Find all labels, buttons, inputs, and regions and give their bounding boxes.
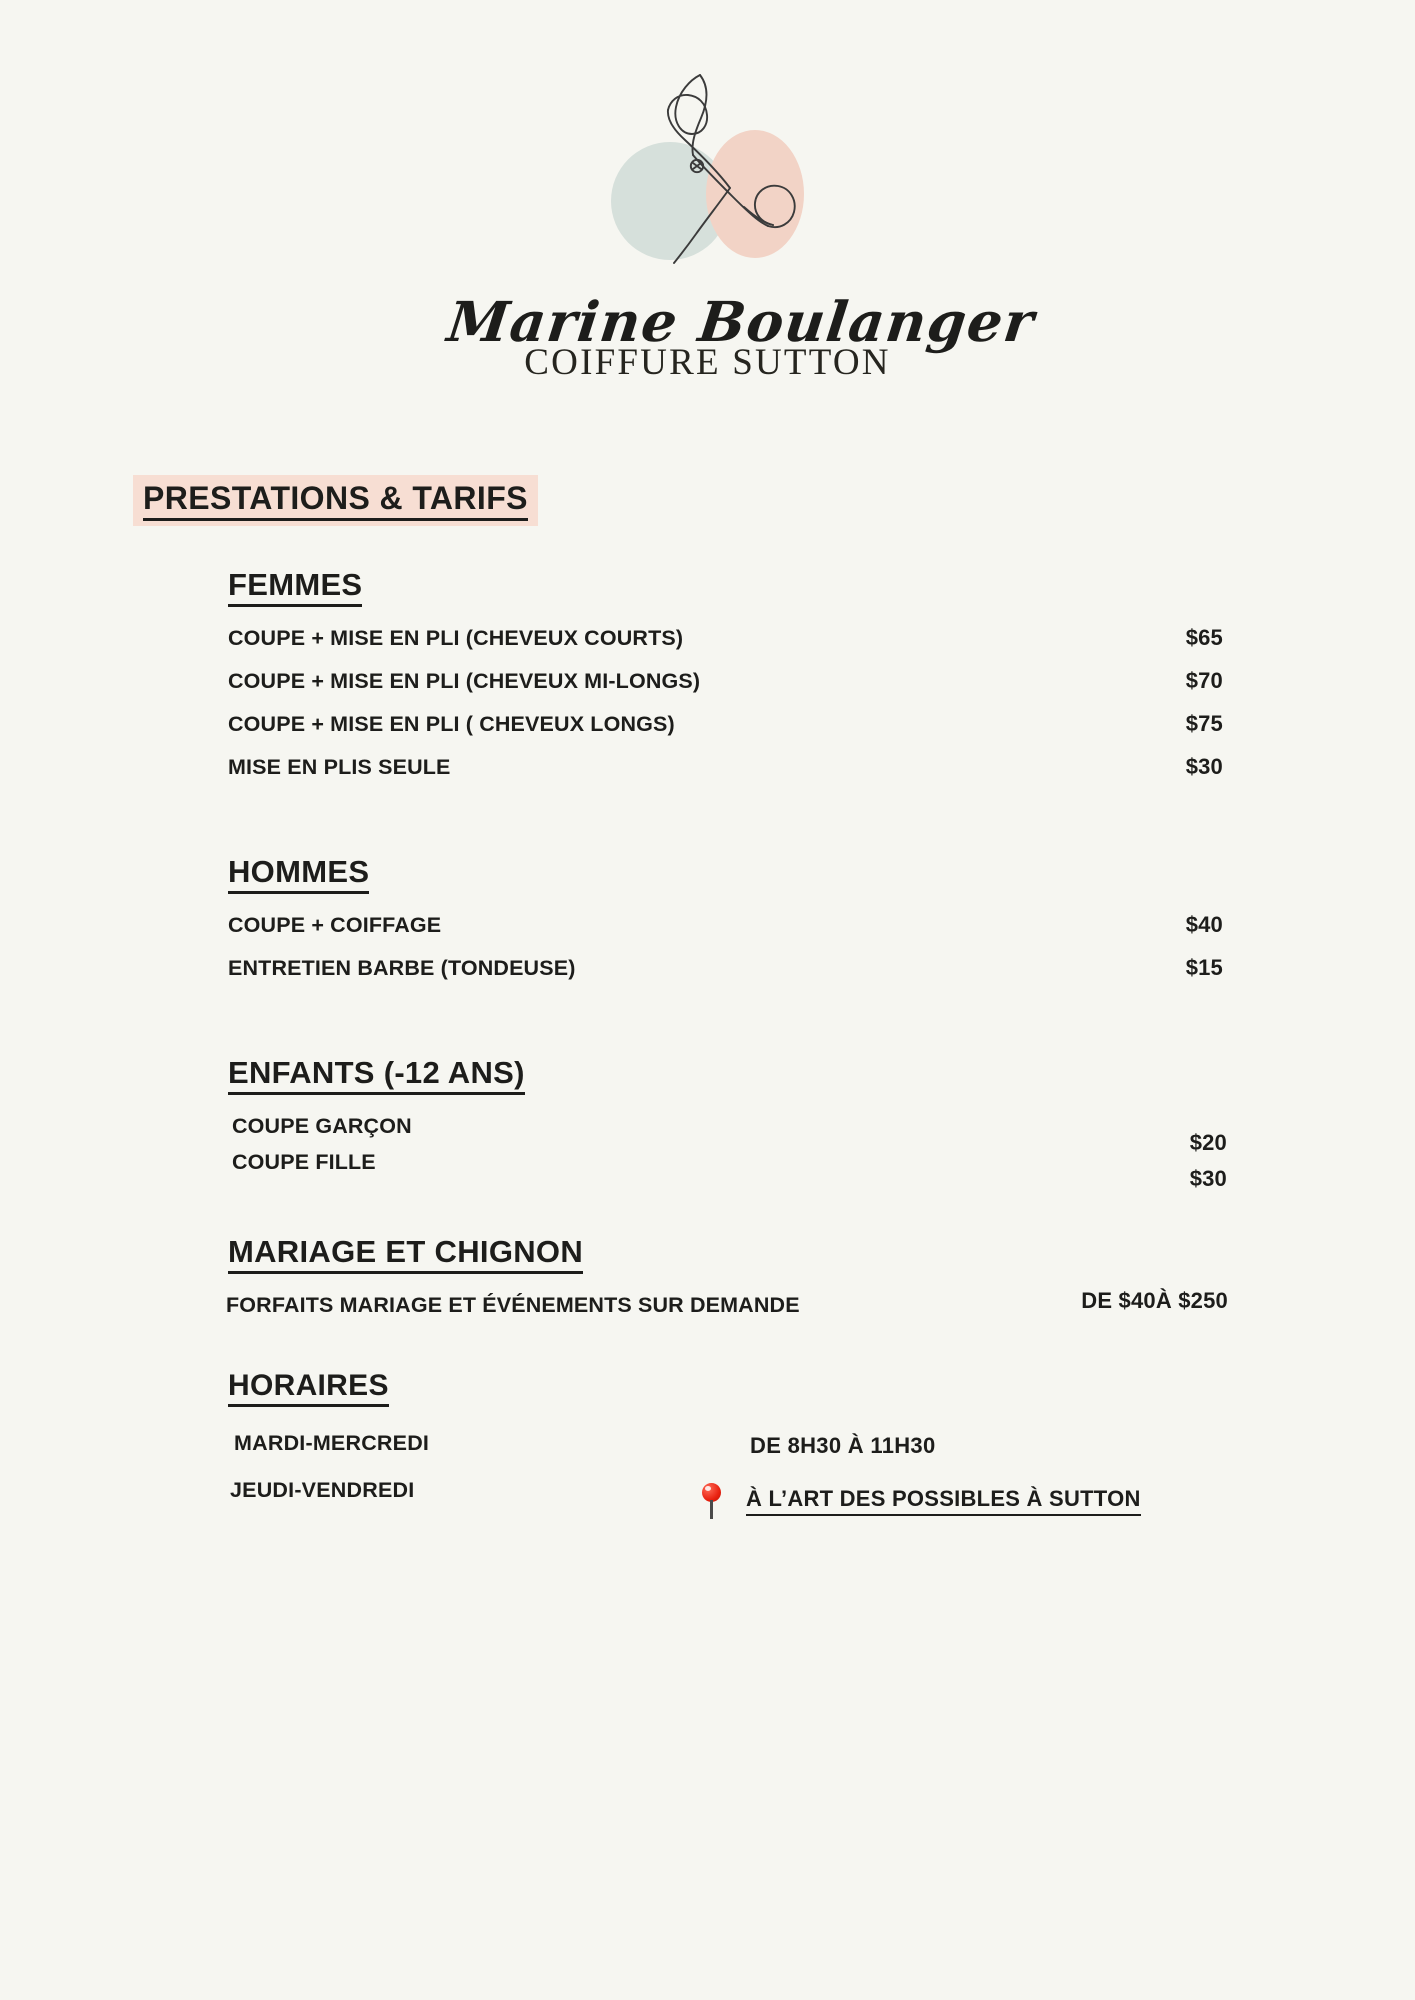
price-row	[228, 668, 1223, 694]
day-range: MARDI-MERCREDI	[234, 1430, 430, 1455]
section-heading-horaires: HORAIRES	[228, 1369, 389, 1407]
section-heading-hommes: HOMMES	[228, 855, 369, 894]
service-price: $20	[1189, 1129, 1227, 1155]
price-list-mariage	[226, 1287, 1415, 1318]
scissors-logo-mark	[578, 62, 838, 277]
page-title: PRESTATIONS & TARIFS	[143, 482, 528, 521]
service-label: ENTRETIEN BARBE (TONDEUSE)	[228, 955, 576, 980]
banner-row	[0, 475, 1415, 526]
horaires-info	[610, 1431, 1141, 1521]
service-price: $75	[1185, 710, 1223, 736]
service-price: DE $40À $250	[1081, 1287, 1228, 1313]
price-row	[228, 1113, 1227, 1155]
service-price: $65	[1185, 624, 1223, 650]
price-list-hommes	[228, 912, 1415, 981]
location-link[interactable]: À L’ART DES POSSIBLES À SUTTON	[746, 1486, 1141, 1516]
service-price: $15	[1185, 954, 1223, 980]
day-range: JEUDI-VENDREDI	[230, 1477, 415, 1502]
service-label: MISE EN PLIS SEULE	[228, 754, 451, 779]
location-line	[610, 1481, 1141, 1521]
price-row	[226, 1287, 1228, 1318]
spacer	[228, 1335, 1415, 1369]
service-price: $40	[1185, 911, 1223, 937]
service-price: $30	[1189, 1165, 1227, 1191]
spacer	[228, 1185, 1415, 1235]
service-label: FORFAITS MARIAGE ET ÉVÉNEMENTS SUR DEMANDE	[226, 1292, 800, 1317]
section-enfants	[228, 1054, 1415, 1191]
service-label: COUPE + MISE EN PLI (CHEVEUX MI-LONGS)	[228, 668, 701, 693]
spacer	[228, 998, 1415, 1056]
service-label: COUPE + MISE EN PLI (CHEVEUX COURTS)	[228, 625, 684, 650]
service-price: $70	[1185, 667, 1223, 693]
horaires-grid	[228, 1431, 1415, 1525]
service-label: COUPE + COIFFAGE	[228, 912, 442, 937]
price-row	[228, 754, 1223, 780]
price-list-enfants	[228, 1113, 1415, 1191]
horaires-days	[228, 1431, 610, 1525]
section-mariage	[228, 1235, 1415, 1318]
service-label: COUPE + MISE EN PLI ( CHEVEUX LONGS)	[228, 711, 675, 736]
price-row	[228, 955, 1223, 981]
price-row	[228, 711, 1223, 737]
logo-shape-pink	[706, 130, 804, 258]
menu-sections	[0, 568, 1415, 1525]
section-heading-enfants: ENFANTS (-12 ANS)	[228, 1056, 525, 1095]
brand-subtitle: COIFFURE SUTTON	[524, 342, 891, 383]
section-hommes	[228, 855, 1415, 981]
location-pin-icon	[700, 1481, 726, 1521]
service-price: $30	[1185, 753, 1223, 779]
service-label: COUPE FILLE	[232, 1149, 376, 1174]
brand-wordmark	[443, 289, 1039, 399]
price-row	[228, 912, 1223, 938]
opening-hours: DE 8H30 À 11H30	[750, 1432, 936, 1458]
prestations-tarifs-banner	[133, 475, 538, 526]
section-heading-femmes: FEMMES	[228, 568, 362, 607]
service-label: COUPE GARÇON	[232, 1113, 412, 1138]
section-horaires	[228, 1369, 1415, 1525]
logo-block	[0, 0, 1415, 399]
price-row	[228, 625, 1223, 651]
price-list-femmes	[228, 625, 1415, 780]
spacer	[228, 797, 1415, 855]
brand-name: Marine Boulanger	[443, 289, 1039, 354]
section-femmes	[228, 568, 1415, 780]
section-heading-mariage: MARIAGE ET CHIGNON	[228, 1235, 583, 1274]
price-row	[228, 1149, 1227, 1191]
